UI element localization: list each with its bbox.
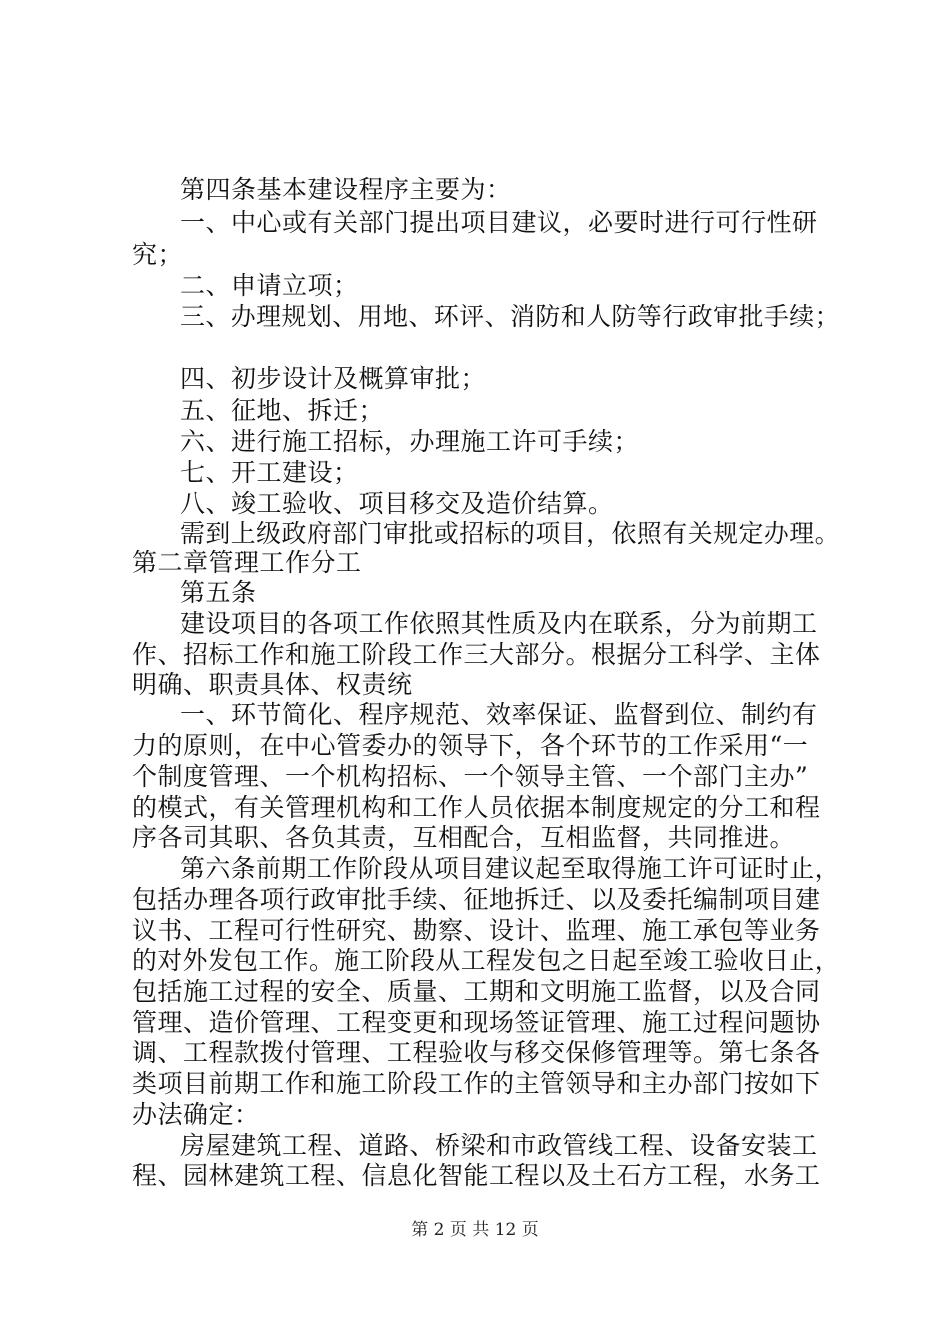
article-heading: 第五条 [180,578,257,607]
text-line: 管理、造价管理、工程变更和现场签证管理、施工过程问题协 [132,1008,821,1037]
text-line: 的模式，有关管理机构和工作人员依据本制度规定的分工和程 [132,793,821,822]
text-line: 办法确定： [132,1100,260,1129]
text-line: 七、开工建设； [180,458,359,487]
text-line: 三、办理规划、用地、环评、消防和人防等行政审批手续； [180,302,841,331]
text-line: 包括施工过程的安全、质量、工期和文明施工监督，以及合同 [132,977,821,1006]
text-line: 需到上级政府部门审批或招标的项目，依照有关规定办理。 [180,519,841,548]
text-line: 八、竣工验收、项目移交及造价结算。 [180,489,614,518]
text-line: 二、申请立项； [180,271,359,300]
text-line: 房屋建筑工程、道路、桥梁和市政管线工程、设备安装工 [180,1131,818,1160]
text-line: 第四条基本建设程序主要为： [180,175,512,204]
text-line: 程、园林建筑工程、信息化智能工程以及土石方工程，水务工 [132,1161,821,1190]
text-line: 的对外发包工作。施工阶段从工程发包之日起至竣工验收日止， [132,946,841,975]
text-line: 个制度管理、一个机构招标、一个领导主管、一个部门主办” [132,762,809,791]
text-line: 四、初步设计及概算审批； [180,364,487,393]
text-line: 作、招标工作和施工阶段工作三大部分。根据分工科学、主体 [132,640,821,669]
text-line: 明确、职责具体、权责统 [132,670,413,699]
text-line: 究； [132,240,184,269]
text-line: 类项目前期工作和施工阶段工作的主管领导和主办部门按如下 [132,1069,821,1098]
chapter-heading: 第二章管理工作分工 [132,548,362,577]
text-line: 包括办理各项行政审批手续、征地拆迁、以及委托编制项目建 [132,885,821,914]
text-line: 序各司其职、各负其责，互相配合，互相监督，共同推进。 [132,823,796,852]
page-number-footer: 第 2 页 共 12 页 [411,1220,539,1240]
text-line: 五、征地、拆迁； [180,396,385,425]
text-line: 建设项目的各项工作依照其性质及内在联系，分为前期工 [180,609,818,638]
text-line: 第六条前期工作阶段从项目建议起至取得施工许可证时止， [180,854,841,883]
text-line: 力的原则，在中心管委办的领导下，各个环节的工作采用“一 [132,731,809,760]
text-line: 议书、工程可行性研究、勘察、设计、监理、施工承包等业务 [132,916,821,945]
text-line: 一、环节简化、程序规范、效率保证、监督到位、制约有 [180,700,818,729]
text-line: 调、工程款拨付管理、工程验收与移交保修管理等。第七条各 [132,1038,821,1067]
text-line: 六、进行施工招标，办理施工许可手续； [180,427,640,456]
text-line: 一、中心或有关部门提出项目建议，必要时进行可行性研 [180,208,818,237]
